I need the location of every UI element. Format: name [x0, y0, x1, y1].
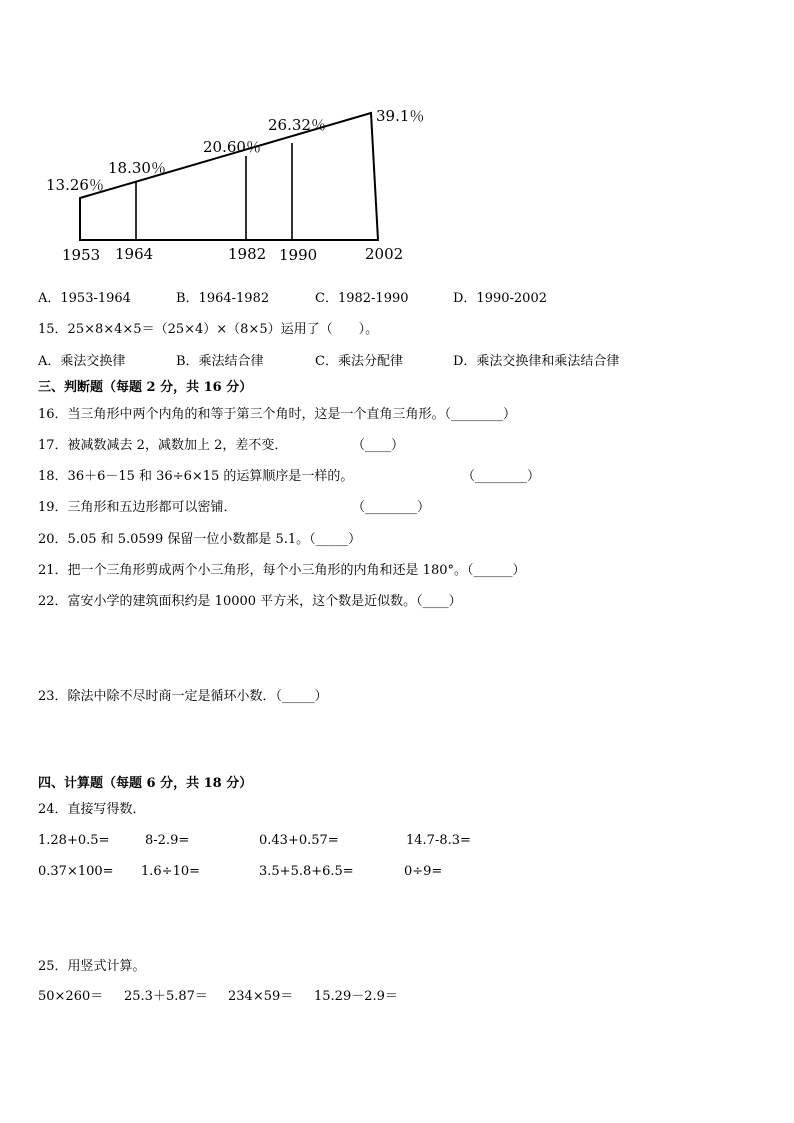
q24-item: 14.7-8.3= [406, 833, 471, 848]
q25-item: 50×260＝ [38, 989, 104, 1004]
q14-option-b: B．1964-1982 [176, 291, 270, 306]
q25-item: 15.29－2.9＝ [314, 989, 398, 1004]
q14-option-c: C．1982-1990 [315, 291, 409, 306]
q24-item: 0.43+0.57= [259, 833, 339, 848]
percent-label-1990: 26.32％ [268, 116, 326, 134]
year-label-1982: 1982 [228, 245, 267, 263]
q16: 16．当三角形中两个内角的和等于第三个角时，这是一个直角三角形。（________） [38, 407, 517, 422]
q22: 22．富安小学的建筑面积约是 10000 平方米，这个数是近似数。（____） [38, 594, 462, 609]
q25-item: 25.3＋5.87＝ [124, 989, 208, 1004]
percent-label-2002: 39.1％ [376, 107, 425, 125]
section4-title: 四、计算题（每题 6 分，共 18 分） [38, 776, 253, 791]
q19: 19．三角形和五边形都可以密铺． [38, 500, 237, 515]
q15-option-b: B．乘法结合律 [176, 354, 264, 369]
year-label-1990: 1990 [279, 246, 318, 264]
q17: 17．被减数减去 2，减数加上 2，差不变． [38, 438, 288, 453]
q19-blank: （________） [352, 500, 431, 515]
q15-option-a: A．乘法交换律 [38, 354, 126, 369]
q17-blank: （____） [352, 438, 405, 453]
ratio-figure [0, 0, 794, 270]
section3-title: 三、判断题（每题 2 分，共 16 分） [38, 380, 253, 395]
q15-option-d: D．乘法交换律和乘法结合律 [453, 354, 620, 369]
year-label-2002: 2002 [365, 245, 404, 263]
q24-item: 0.37×100= [38, 864, 114, 879]
percent-label-1982: 20.60％ [203, 138, 261, 156]
q24-item: 8-2.9= [145, 833, 190, 848]
q24-item: 1.6÷10= [141, 864, 201, 879]
q23: 23．除法中除不尽时商一定是循环小数．（_____） [38, 689, 328, 704]
q24-stem: 24．直接写得数． [38, 802, 146, 817]
q18: 18．36＋6－15 和 36÷6×15 的运算顺序是一样的。 [38, 469, 354, 484]
q18-blank: （________） [462, 469, 541, 484]
q21: 21．把一个三角形剪成两个小三角形，每个小三角形的内角和还是 180°。（______） [38, 563, 526, 578]
q15-option-c: C．乘法分配律 [315, 354, 403, 369]
percent-label-1964: 18.30％ [108, 159, 166, 177]
year-label-1964: 1964 [115, 245, 154, 263]
q14-option-d: D．1990-2002 [453, 291, 547, 306]
q15-stem: 15．25×8×4×5＝（25×4）×（8×5）运用了（ ）。 [38, 322, 379, 337]
q24-item: 1.28+0.5= [38, 833, 110, 848]
q24-item: 3.5+5.8+6.5= [259, 864, 354, 879]
percent-label-1953: 13.26％ [46, 176, 104, 194]
q24-item: 0÷9= [404, 864, 443, 879]
q25-stem: 25．用竖式计算。 [38, 959, 146, 974]
year-label-1953: 1953 [62, 246, 101, 264]
q14-option-a: A．1953-1964 [38, 291, 131, 306]
q20: 20．5.05 和 5.0599 保留一位小数都是 5.1。（_____） [38, 532, 362, 547]
q25-item: 234×59＝ [228, 989, 294, 1004]
